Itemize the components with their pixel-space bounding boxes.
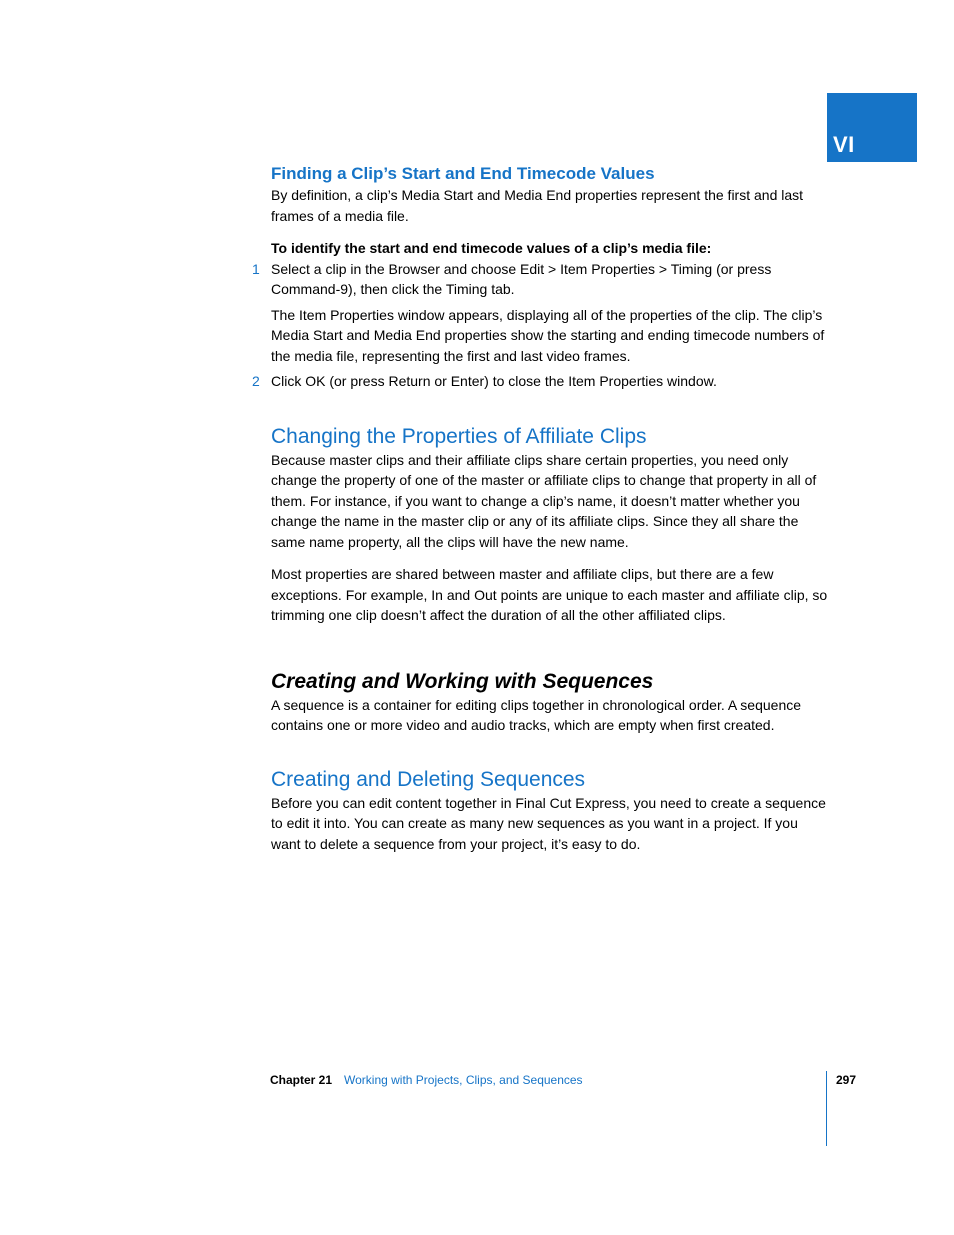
step-1 [252,259,831,300]
step-text: Click OK (or press Return or Enter) to close the Item Properties window. [271,373,717,389]
part-tab [827,93,917,162]
footer-chapter: Chapter 21 [270,1073,333,1087]
affiliate-paragraph-2: Most properties are shared between master and affiliate clips, but there are a few exceptions. For example, In and Out points are unique to each master and affiliate clip, so trimming one clip doesn’t affect the duration of all the other affiliated clips. [271,566,828,623]
section-heading-affiliate: Changing the Properties of Affiliate Clips [271,424,647,448]
footer-divider [826,1071,827,1146]
step-text: Select a clip in the Browser and choose Edit > Item Properties > Timing (or press Command-9), then click the Timing tab. [271,260,772,297]
affiliate-paragraph-1: Because master clips and their affiliate clips share certain properties, you need only change the property of one of the master or affiliate clips to change that property in all of them. For instance, if you want to change a clip’s name, it doesn’t matter whether you change the name in the master clip or any of its affiliate clips. Since they all share the same name property, all the clips will have the new name. [271,451,817,550]
step-2 [252,371,831,392]
sequences-paragraph: A sequence is a container for editing clips together in chronological order. A sequence contains one or more video and audio tracks, which are empty when first created. [271,696,802,733]
section-heading-timecode: Finding a Clip’s Start and End Timecode Values [271,164,655,183]
step-result: The Item Properties window appears, displaying all of the properties of the clip. The clip’s Media Start and Media End properties show the starting and ending timecode numbers of the media file, representing the first and last video frames. [271,306,825,364]
step-number: 1 [252,260,260,277]
step-number: 2 [252,373,260,389]
page-content [252,163,831,854]
footer-chapter-title: Working with Projects, Clips, and Sequences [344,1073,583,1087]
create-delete-paragraph: Before you can edit content together in Final Cut Express, you need to create a sequence to edit it into. You can create as many new sequences as you want in a project. If you want to delete a sequence from your project, it’s easy to do. [271,794,826,852]
intro-paragraph: By definition, a clip’s Media Start and Media End properties represent the first and last frames of a media file. [271,187,804,224]
part-tab-label: VI [833,132,855,157]
page-number: 297 [836,1073,857,1087]
task-lead: To identify the start and end timecode values of a clip’s media file: [271,240,712,256]
section-heading-create-delete: Creating and Deleting Sequences [271,767,586,791]
chapter-section-heading: Creating and Working with Sequences [271,669,654,693]
